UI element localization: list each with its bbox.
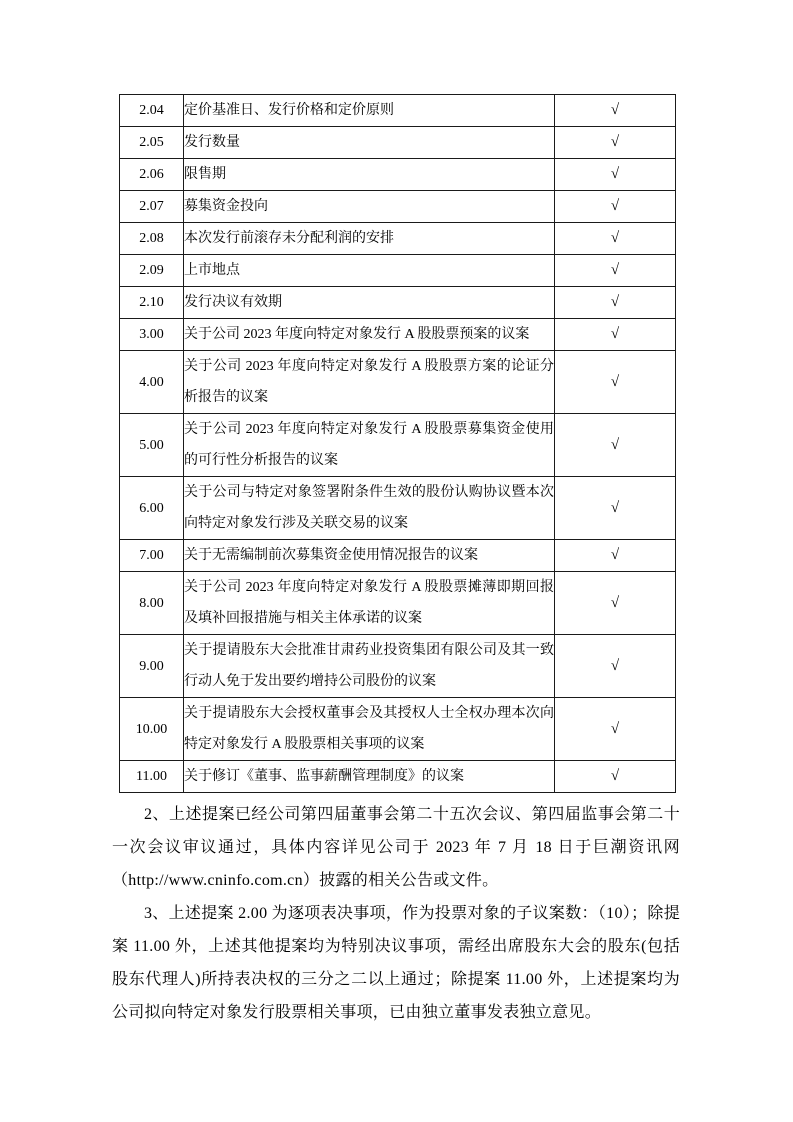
proposal-table-body [120,95,676,793]
proposal-row [120,287,676,319]
proposal-title: 关于公司 2023 年度向特定对象发行 A 股股票摊薄即期回报及填补回报措施与相关主体承诺的议案 [184,572,555,635]
proposal-title: 限售期 [184,159,555,191]
proposal-number: 2.06 [120,159,184,191]
paragraph-board-approval: 2、上述提案已经公司第四届董事会第二十五次会议、第四届监事会第二十一次会议审议通过，具体内容详见公司于 2023 年 7 月 18 日于巨潮资讯网（http://www.cninfo.com.cn）披露的相关公告或文件。 [112,806,680,889]
proposal-row [120,698,676,761]
proposal-title: 关于修订《董事、监事薪酬管理制度》的议案 [184,761,555,793]
proposal-checkmark: √ [555,127,676,159]
proposal-checkmark: √ [555,319,676,351]
proposal-number: 6.00 [120,477,184,540]
document-content [112,0,680,1029]
proposal-checkmark: √ [555,414,676,477]
proposal-row [120,159,676,191]
proposal-title: 关于公司与特定对象签署附条件生效的股份认购协议暨本次向特定对象发行涉及关联交易的议案 [184,477,555,540]
proposal-title: 关于提请股东大会批准甘肃药业投资集团有限公司及其一致行动人免于发出要约增持公司股份的议案 [184,635,555,698]
proposal-row [120,127,676,159]
proposal-title: 关于公司 2023 年度向特定对象发行 A 股股票方案的论证分析报告的议案 [184,351,555,414]
proposal-checkmark: √ [555,761,676,793]
proposal-number: 8.00 [120,572,184,635]
proposal-title: 关于公司 2023 年度向特定对象发行 A 股股票预案的议案 [184,319,555,351]
proposal-number: 2.09 [120,255,184,287]
proposal-number: 2.04 [120,95,184,127]
proposal-checkmark: √ [555,477,676,540]
proposal-row [120,191,676,223]
proposal-row [120,761,676,793]
proposal-row [120,255,676,287]
proposal-number: 5.00 [120,414,184,477]
proposal-number: 2.07 [120,191,184,223]
proposal-row [120,572,676,635]
proposal-number: 2.08 [120,223,184,255]
proposal-checkmark: √ [555,635,676,698]
proposal-checkmark: √ [555,351,676,414]
proposal-title: 本次发行前滚存未分配利润的安排 [184,223,555,255]
proposal-checkmark: √ [555,287,676,319]
proposal-checkmark: √ [555,572,676,635]
proposal-title: 关于提请股东大会授权董事会及其授权人士全权办理本次向特定对象发行 A 股股票相关事项的议案 [184,698,555,761]
proposal-number: 11.00 [120,761,184,793]
proposal-row [120,223,676,255]
proposal-row [120,319,676,351]
proposal-number: 10.00 [120,698,184,761]
proposal-checkmark: √ [555,255,676,287]
proposal-checkmark: √ [555,159,676,191]
proposal-number: 2.05 [120,127,184,159]
proposal-row [120,477,676,540]
proposal-row [120,351,676,414]
proposal-title: 发行决议有效期 [184,287,555,319]
paragraph-voting-rules: 3、上述提案 2.00 为逐项表决事项，作为投票对象的子议案数：（10）；除提案 11.00 外，上述其他提案均为特别决议事项，需经出席股东大会的股东(包括股东代理人)所持表决权的三分之二以上通过；除提案 11.00 外，上述提案均为公司拟向特定对象发行股票相关事项，已由独立董事发表独立意见。 [112,905,680,1021]
proposal-title: 定价基准日、发行价格和定价原则 [184,95,555,127]
proposal-checkmark: √ [555,540,676,572]
proposal-row [120,414,676,477]
proposal-title: 关于无需编制前次募集资金使用情况报告的议案 [184,540,555,572]
proposal-checkmark: √ [555,698,676,761]
proposal-title: 关于公司 2023 年度向特定对象发行 A 股股票募集资金使用的可行性分析报告的议案 [184,414,555,477]
proposal-row [120,540,676,572]
proposal-number: 9.00 [120,635,184,698]
proposal-checkmark: √ [555,95,676,127]
proposal-checkmark: √ [555,223,676,255]
proposal-number: 7.00 [120,540,184,572]
proposal-row [120,635,676,698]
proposal-number: 4.00 [120,351,184,414]
proposal-title: 发行数量 [184,127,555,159]
proposal-checkmark: √ [555,191,676,223]
proposal-title: 上市地点 [184,255,555,287]
proposal-number: 2.10 [120,287,184,319]
proposal-table [119,94,676,793]
proposal-title: 募集资金投向 [184,191,555,223]
proposal-row [120,95,676,127]
proposal-number: 3.00 [120,319,184,351]
